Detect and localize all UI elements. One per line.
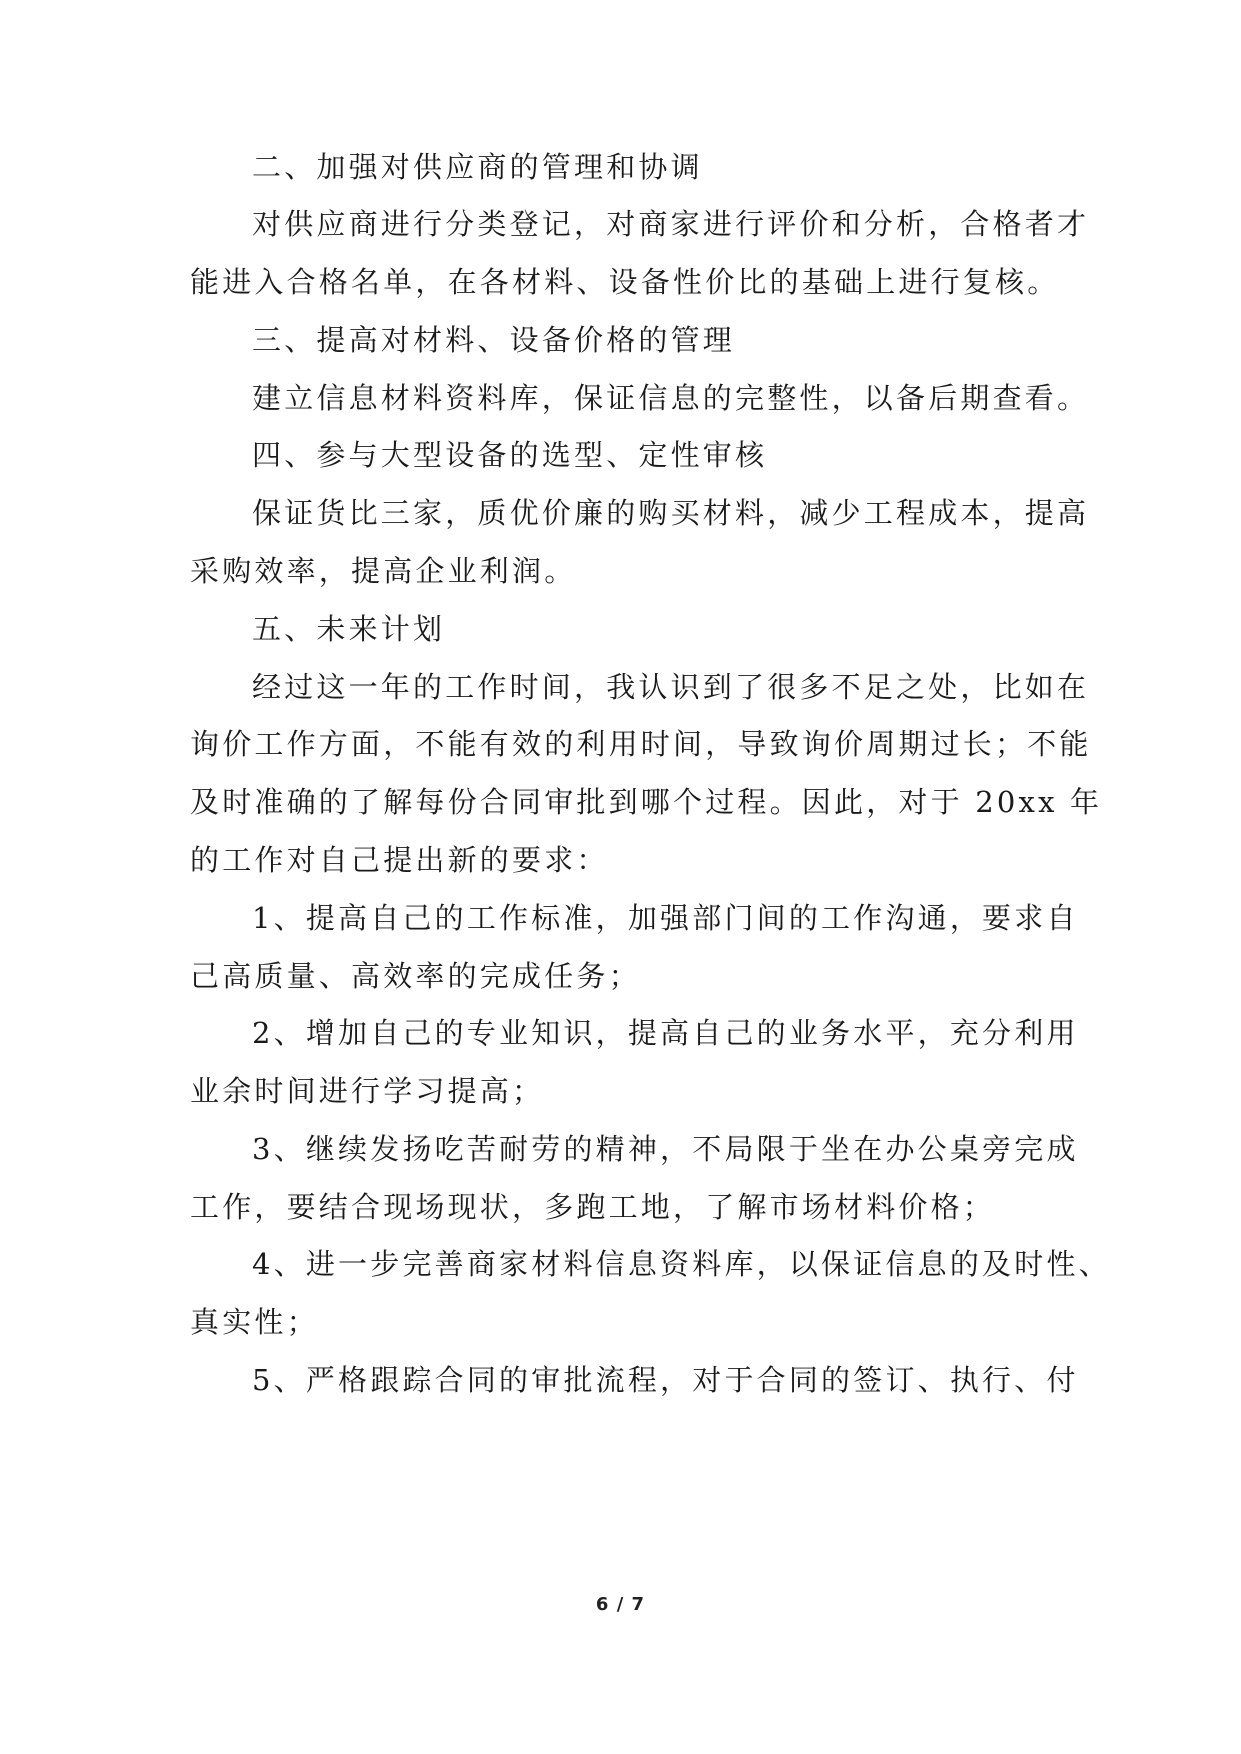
list-item-2-continued: 业余时间进行学习提高； [190, 1074, 545, 1108]
list-item-4-continued: 真实性； [190, 1305, 319, 1339]
paragraph-line: 的工作对自己提出新的要求： [190, 843, 609, 877]
list-item-1: 1、提高自己的工作标准，加强部门间的工作沟通，要求自 [252, 901, 1079, 935]
list-item-2: 2、增加自己的专业知识，提高自己的业务水平，充分利用 [252, 1016, 1079, 1050]
paragraph-line: 采购效率，提高企业利润。 [190, 554, 577, 588]
list-item-4: 4、进一步完善商家材料信息资料库，以保证信息的及时性、 [252, 1247, 1111, 1281]
list-item-5: 5、严格跟踪合同的审批流程，对于合同的签订、执行、付 [252, 1363, 1079, 1397]
paragraph-line: 对供应商进行分类登记，对商家进行评价和分析，合格者才 [252, 207, 1090, 241]
section-heading-4: 四、参与大型设备的选型、定性审核 [252, 438, 768, 472]
paragraph-line: 保证货比三家，质优价廉的购买材料，减少工程成本，提高 [252, 496, 1090, 530]
list-item-3-continued: 工作，要结合现场现状，多跑工地，了解市场材料价格； [190, 1190, 996, 1224]
page-number: 6 / 7 [595, 1594, 646, 1615]
list-item-3: 3、继续发扬吃苦耐劳的精神，不局限于坐在办公桌旁完成 [252, 1132, 1079, 1166]
list-item-1-continued: 己高质量、高效率的完成任务； [190, 959, 641, 993]
paragraph-line: 建立信息材料资料库，保证信息的完整性，以备后期查看。 [252, 381, 1090, 415]
section-heading-5: 五、未来计划 [252, 612, 446, 646]
paragraph-line: 及时准确的了解每份合同审批到哪个过程。因此，对于 20xx 年 [190, 785, 1103, 819]
paragraph-line: 经过这一年的工作时间，我认识到了很多不足之处，比如在 [252, 670, 1090, 704]
section-heading-3: 三、提高对材料、设备价格的管理 [252, 323, 736, 357]
paragraph-line: 询价工作方面，不能有效的利用时间，导致询价周期过长；不能 [190, 727, 1092, 761]
section-heading-2: 二、加强对供应商的管理和协调 [252, 150, 703, 184]
paragraph-line: 能进入合格名单，在各材料、设备性价比的基础上进行复核。 [190, 265, 1060, 299]
